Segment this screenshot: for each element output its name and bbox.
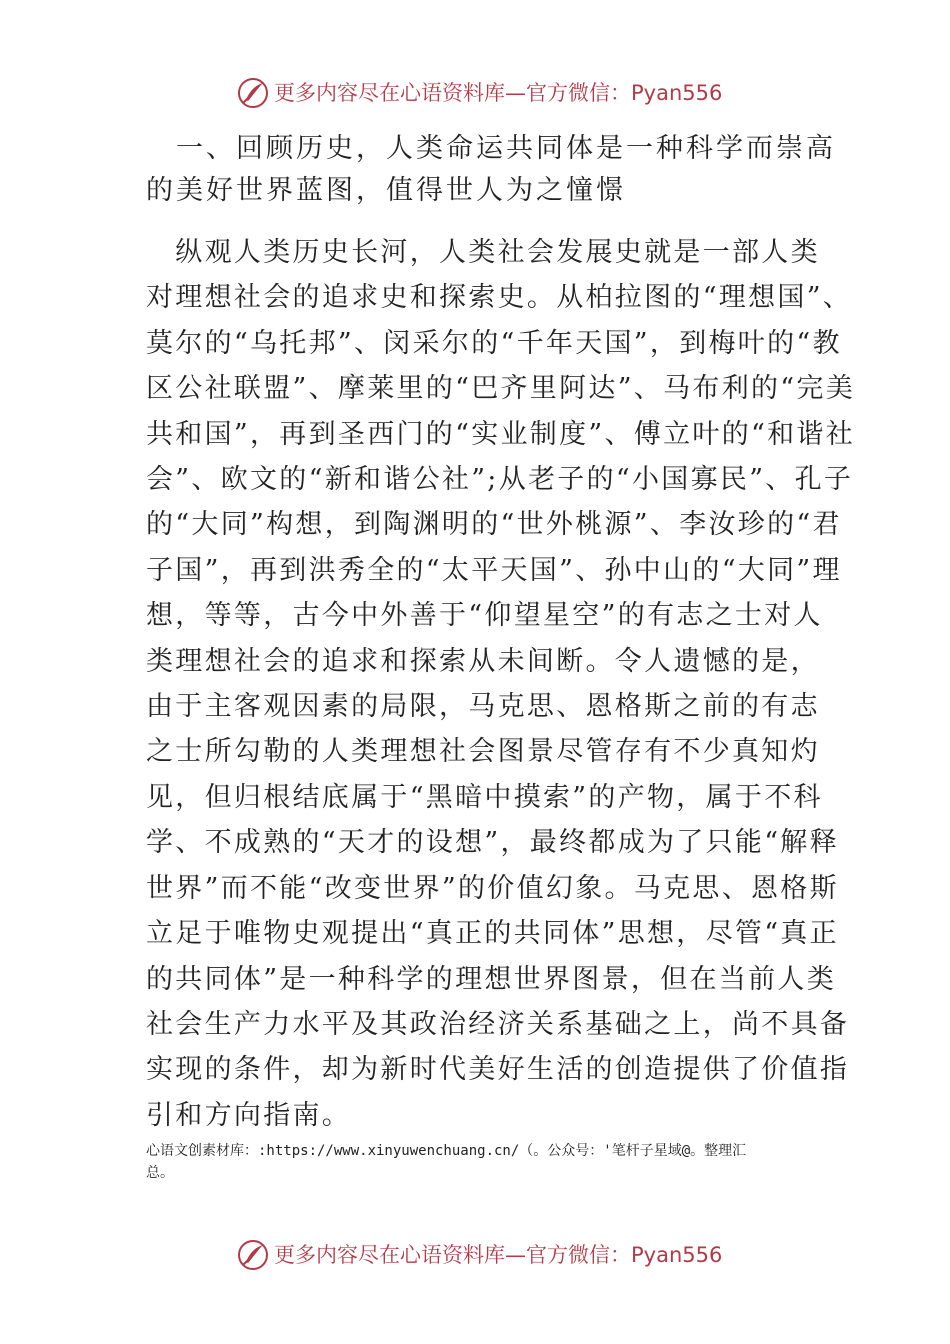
quill-pen-logo-icon bbox=[236, 1238, 270, 1272]
body-line: 纵观人类历史长河，人类社会发展史就是一部人类 bbox=[146, 237, 820, 268]
body-line: 学、不成熟的“天才的设想”，最终都成为了只能“解释 bbox=[146, 827, 839, 859]
body-line: 立足于唯物史观提出“真正的共同体”思想，尽管“真正 bbox=[146, 918, 839, 950]
body-paragraph bbox=[146, 230, 856, 1138]
bottom-banner bbox=[0, 1234, 950, 1274]
footnote-line: 心语文创素材库：:https://www.xinyuwenchuang.cn/（。公众号：'笔杆子星域@。整理汇 bbox=[146, 1143, 747, 1159]
body-line: 见，但归根结底属于“黑暗中摸索”的产物，属于不科 bbox=[146, 781, 823, 813]
body-line: 类理想社会的追求和探索从未间断。令人遗憾的是， bbox=[146, 645, 820, 677]
body-line: 共和国”，再到圣西门的“实业制度”、傅立叶的“和谐社 bbox=[146, 418, 856, 450]
body-line: 世界”而不能“改变世界”的价值幻象。马克思、恩格斯 bbox=[146, 872, 839, 904]
body-line: 莫尔的“乌托邦”、闵采尔的“千年天国”，到梅叶的“教 bbox=[146, 327, 842, 359]
heading-line: 一、回顾历史，人类命运共同体是一种科学而崇高 bbox=[146, 133, 836, 164]
heading-line: 的美好世界蓝图，值得世人为之憧憬 bbox=[146, 175, 626, 206]
footnote bbox=[146, 1140, 846, 1184]
section-heading bbox=[146, 128, 836, 212]
body-line: 的“大同”构想，到陶渊明的“世外桃源”、李汝珍的“君 bbox=[146, 509, 842, 541]
banner-text: 更多内容尽在心语资料库—官方微信：Pyan556 bbox=[274, 81, 723, 105]
body-line: 由于主客观因素的局限，马克思、恩格斯之前的有志 bbox=[146, 691, 820, 723]
body-line: 实现的条件，却为新时代美好生活的创造提供了价值指 bbox=[146, 1054, 850, 1086]
body-line: 想，等等，古今中外善于“仰望星空”的有志之士对人 bbox=[146, 600, 823, 632]
body-line: 对理想社会的追求史和探索史。从柏拉图的“理想国”、 bbox=[146, 282, 853, 314]
body-line: 之士所勾勒的人类理想社会图景尽管存有不少真知灼 bbox=[146, 736, 820, 768]
body-line: 社会生产力水平及其政治经济关系基础之上，尚不具备 bbox=[146, 1008, 850, 1040]
body-line: 的共同体”是一种科学的理想世界图景，但在当前人类 bbox=[146, 963, 837, 995]
footnote-line: 总。 bbox=[146, 1165, 174, 1181]
quill-pen-logo-icon bbox=[236, 76, 270, 110]
top-banner bbox=[0, 72, 950, 112]
body-line: 区公社联盟”、摩莱里的“巴齐里阿达”、马布利的“完美 bbox=[146, 373, 856, 405]
body-line: 引和方向指南。 bbox=[146, 1099, 352, 1131]
body-line: 会”、欧文的“新和谐公社”;从老子的“小国寡民”、孔子 bbox=[146, 464, 854, 496]
banner-text: 更多内容尽在心语资料库—官方微信：Pyan556 bbox=[274, 1243, 723, 1267]
body-line: 子国”，再到洪秀全的“太平天国”、孙中山的“大同”理 bbox=[146, 554, 842, 586]
